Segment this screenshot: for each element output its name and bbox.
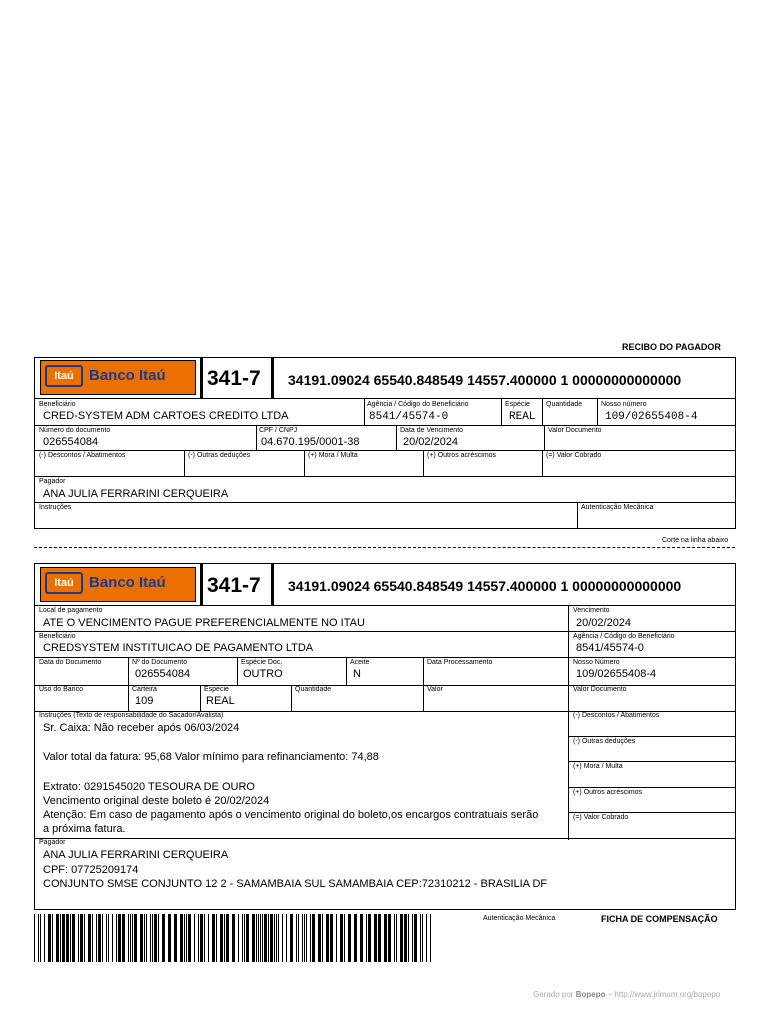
barcode-bar (262, 914, 263, 962)
agencia-label: Agência / Código do Beneficiário (367, 401, 469, 408)
barcode-bar (140, 914, 143, 962)
barcode-bar (88, 914, 91, 962)
outras-deducoes-label: (-) Outras deduções (188, 452, 251, 459)
recibo-header (34, 357, 736, 399)
barcode-bar (78, 914, 79, 962)
autenticacao-label: Autenticação Mecânica (581, 504, 654, 511)
bank-logo (40, 360, 196, 395)
gerado-url: – http://www.jrimum.org/bopepo (607, 990, 721, 999)
beneficiario-value: CREDSYSTEM INSTITUICAO DE PAGAMENTO LTDA (43, 642, 314, 654)
barcode-bar (168, 914, 171, 962)
barcode-bar (348, 914, 351, 962)
beneficiario-label: Beneficiário (39, 633, 76, 640)
especie-label: Espécie (204, 686, 229, 693)
barcode-bar (394, 914, 395, 962)
barcode-bar (174, 914, 177, 962)
barcode-bar (360, 914, 363, 962)
barcode-bar (278, 914, 279, 962)
mora-label: (+) Mora / Multa (308, 452, 358, 459)
valor-documento-label: Valor Documento (573, 686, 627, 693)
beneficiario-label: Beneficiário (39, 401, 76, 408)
barcode-bar (312, 914, 315, 962)
barcode-bar (128, 914, 129, 962)
barcode-bar (276, 914, 277, 962)
barcode-bar (80, 914, 83, 962)
barcode-bar (290, 914, 293, 962)
barcode-bar (430, 914, 431, 962)
barcode-bar (322, 914, 323, 962)
barcode-bar (264, 914, 267, 962)
barcode-bar (34, 914, 35, 962)
barcode-bar (238, 914, 239, 962)
barcode-bar (180, 914, 183, 962)
pagador-label: Pagador (39, 839, 66, 846)
barcode-bar (304, 914, 305, 962)
barcode-bar (66, 914, 69, 962)
barcode-bar (426, 914, 427, 962)
itau-logo-mark: Itaú (45, 572, 83, 594)
data-documento-label: Data do Documento (39, 659, 102, 666)
barcode-bar (102, 914, 103, 962)
barcode-bar (404, 914, 407, 962)
barcode-bar (216, 914, 217, 962)
barcode-bar (48, 914, 51, 962)
aceite-value: N (353, 668, 361, 680)
acrescimos-label: (+) Outros acréscimos (573, 789, 643, 796)
instrucoes-line-2: Valor total da fatura: 95,68 Valor mínimo para refinanciamento: 74,88 (43, 751, 379, 763)
local-pagamento-value: ATE O VENCIMENTO PAGUE PREFERENCIALMENTE NO ITAU (43, 617, 365, 629)
pagador-value: ANA JULIA FERRARINI CERQUEIRA (43, 488, 229, 500)
barcode-bar (310, 914, 311, 962)
barcode-bar (44, 914, 45, 962)
instrucoes-line-6: a próxima fatura. (43, 823, 126, 835)
barcode-bar (244, 914, 245, 962)
agencia-value: 8541/45574-0 (369, 411, 449, 423)
barcode-bar (60, 914, 61, 962)
barcode-bar (52, 914, 53, 962)
especie-label: Espécie (505, 401, 530, 408)
uso-banco-label: Uso do Banco (39, 686, 83, 693)
barcode-bar (298, 914, 299, 962)
recibo-fields (34, 398, 736, 529)
gerado-brand: Bopepo (575, 990, 606, 999)
barcode-bar (84, 914, 85, 962)
barcode-bar (118, 914, 121, 962)
barcode-bar (422, 914, 423, 962)
quantidade-label: Quantidade (295, 686, 332, 693)
barcode-bar (152, 914, 153, 962)
carteira-value: 109 (135, 695, 154, 707)
barcode-bar (368, 914, 371, 962)
barcode-bar (384, 914, 387, 962)
barcode-bar (134, 914, 137, 962)
barcode-bar (302, 914, 303, 962)
barcode-bar (70, 914, 71, 962)
barcode-bar (344, 914, 345, 962)
barcode-bar (150, 914, 151, 962)
valor-cobrado-label: (=) Valor Cobrado (546, 452, 602, 459)
carteira-label: Carteira (132, 686, 157, 693)
vencimento-value: 20/02/2024 (576, 617, 632, 629)
barcode-bar (40, 914, 41, 962)
barcode-bar (198, 914, 199, 962)
valor-label: Valor (427, 686, 443, 693)
barcode-bar (208, 914, 209, 962)
gerado-prefix: Gerado por (533, 990, 574, 999)
pagador-cpf: CPF: 07725209174 (43, 864, 139, 876)
recibo-title: RECIBO DO PAGADOR (622, 342, 721, 352)
barcode-bar (296, 914, 297, 962)
bank-logo (40, 567, 196, 602)
valor-documento-label: Valor Documento (548, 427, 602, 434)
barcode-bar (72, 914, 75, 962)
descontos-label: (-) Descontos / Abatimentos (573, 712, 660, 719)
barcode-bar (318, 914, 321, 962)
cut-line (34, 547, 735, 548)
footer-gerado (533, 990, 720, 1000)
barcode-bar (132, 914, 133, 962)
instrucoes-line-4: Vencimento original deste boleto é 20/02/2024 (43, 795, 270, 807)
barcode-bar (62, 914, 65, 962)
agencia-value: 8541/45574-0 (576, 642, 644, 654)
beneficiario-value: CRED-SYSTEM ADM CARTOES CREDITO LTDA (43, 410, 289, 422)
barcode-bar (108, 914, 109, 962)
barcode-bar (414, 914, 417, 962)
cpf-cnpj-label: CPF / CNPJ (259, 427, 298, 434)
vencimento-value: 20/02/2024 (403, 436, 459, 448)
vencimento-label: Data de Vencimento (400, 427, 464, 434)
pagador-label: Pagador (39, 478, 66, 485)
barcode-bar (188, 914, 191, 962)
barcode-bar (306, 914, 307, 962)
barcode-bar (260, 914, 261, 962)
digitable-line: 34191.09024 65540.848549 14557.400000 1 00000000000000 (288, 578, 682, 594)
nosso-numero-label: Nosso número (601, 401, 647, 408)
instrucoes-line-3: Extrato: 0291545020 TESOURA DE OURO (43, 781, 255, 793)
barcode-bar (204, 914, 205, 962)
barcode-bar (256, 914, 257, 962)
barcode-bar (220, 914, 223, 962)
barcode-bar (106, 914, 107, 962)
barcode-bar (326, 914, 329, 962)
barcode-bar (98, 914, 101, 962)
instrucoes-label: Instruções (Texto de responsabilidade do Sacador/Avalista) (39, 712, 224, 719)
especie-doc-label: Espécie Doc. (241, 659, 283, 666)
itau-logo-mark: Itaú (45, 365, 83, 387)
barcode (34, 914, 436, 962)
numero-documento-value: 026554084 (43, 436, 99, 448)
data-processamento-label: Data Processamento (427, 659, 493, 666)
instrucoes-line-5: Atenção: Em caso de pagamento após o vencimento original do boleto,os encargos contratuais serão (43, 809, 539, 821)
ficha-fields (34, 605, 736, 910)
barcode-bar (144, 914, 145, 962)
barcode-bar (184, 914, 185, 962)
barcode-bar (282, 914, 283, 962)
bank-code: 341-7 (207, 367, 261, 390)
pagador-name: ANA JULIA FERRARINI CERQUEIRA (43, 849, 229, 861)
cpf-cnpj-value: 04.670.195/0001-38 (261, 436, 360, 448)
barcode-bar (122, 914, 125, 962)
bank-name: Banco Itaú (89, 367, 166, 384)
barcode-bar (226, 914, 229, 962)
num-documento-value: 026554084 (135, 668, 191, 680)
barcode-bar (286, 914, 287, 962)
corte-label: Corte na linha abaixo (662, 537, 729, 544)
barcode-bar (408, 914, 409, 962)
barcode-bar (412, 914, 413, 962)
instrucoes-label: Instruções (39, 504, 72, 511)
agencia-label: Agência / Código do Beneficiário (573, 633, 675, 640)
barcode-bar (246, 914, 249, 962)
barcode-bar (340, 914, 343, 962)
pagador-endereco: CONJUNTO SMSE CONJUNTO 12 2 - SAMAMBAIA SUL SAMAMBAIA CEP:72310212 - BRASILIA DF (43, 878, 548, 890)
nosso-numero-value: 109/02655408-4 (605, 411, 698, 423)
barcode-bar (374, 914, 377, 962)
especie-value: REAL (206, 695, 235, 707)
mora-label: (+) Mora / Multa (573, 763, 623, 770)
barcode-bar (378, 914, 381, 962)
quantidade-label: Quantidade (546, 401, 583, 408)
barcode-bar (154, 914, 157, 962)
valor-cobrado-label: (=) Valor Cobrado (573, 814, 629, 821)
barcode-bar (146, 914, 147, 962)
nosso-numero-value: 109/02655408-4 (576, 668, 657, 680)
barcode-bar (232, 914, 235, 962)
barcode-bar (130, 914, 131, 962)
barcode-bar (258, 914, 259, 962)
barcode-bar (274, 914, 275, 962)
barcode-bar (396, 914, 397, 962)
ficha-header (34, 563, 736, 606)
barcode-bar (224, 914, 225, 962)
barcode-bar (38, 914, 39, 962)
barcode-bar (96, 914, 97, 962)
especie-doc-value: OUTRO (243, 668, 283, 680)
barcode-bar (354, 914, 357, 962)
digitable-line: 34191.09024 65540.848549 14557.400000 1 00000000000000 (288, 372, 682, 388)
barcode-bar (112, 914, 113, 962)
barcode-bar (270, 914, 273, 962)
ficha-title: FICHA DE COMPENSAÇÃO (601, 914, 718, 924)
autenticacao-label: Autenticação Mecânica (483, 915, 556, 922)
barcode-bar (268, 914, 269, 962)
nosso-numero-label: Nosso Número (573, 659, 620, 666)
barcode-bar (212, 914, 215, 962)
barcode-bar (92, 914, 93, 962)
bank-code: 341-7 (207, 574, 261, 597)
barcode-bar (200, 914, 203, 962)
barcode-bar (194, 914, 195, 962)
barcode-bar (400, 914, 403, 962)
barcode-bar (242, 914, 243, 962)
descontos-label: (-) Descontos / Abatimentos (39, 452, 126, 459)
barcode-bar (330, 914, 333, 962)
bank-name: Banco Itaú (89, 574, 166, 591)
num-documento-label: Nº do Documento (132, 659, 188, 666)
local-pagamento-label: Local de pagamento (39, 607, 103, 614)
barcode-bar (366, 914, 367, 962)
outras-deducoes-label: (-) Outras deduções (573, 738, 636, 745)
especie-value: REAL (509, 411, 536, 423)
barcode-bar (336, 914, 337, 962)
barcode-bar (388, 914, 391, 962)
instrucoes-line-1: Sr. Caixa: Não receber após 06/03/2024 (43, 722, 240, 734)
vencimento-label: Vencimento (573, 607, 610, 614)
barcode-bar (158, 914, 159, 962)
barcode-bar (56, 914, 59, 962)
aceite-label: Aceite (350, 659, 370, 666)
barcode-bar (252, 914, 255, 962)
barcode-bar (116, 914, 117, 962)
acrescimos-label: (+) Outros acréscimos (427, 452, 497, 459)
numero-documento-label: Número do documento (39, 427, 111, 434)
barcode-bar (162, 914, 165, 962)
barcode-bar (186, 914, 187, 962)
barcode-bar (420, 914, 421, 962)
